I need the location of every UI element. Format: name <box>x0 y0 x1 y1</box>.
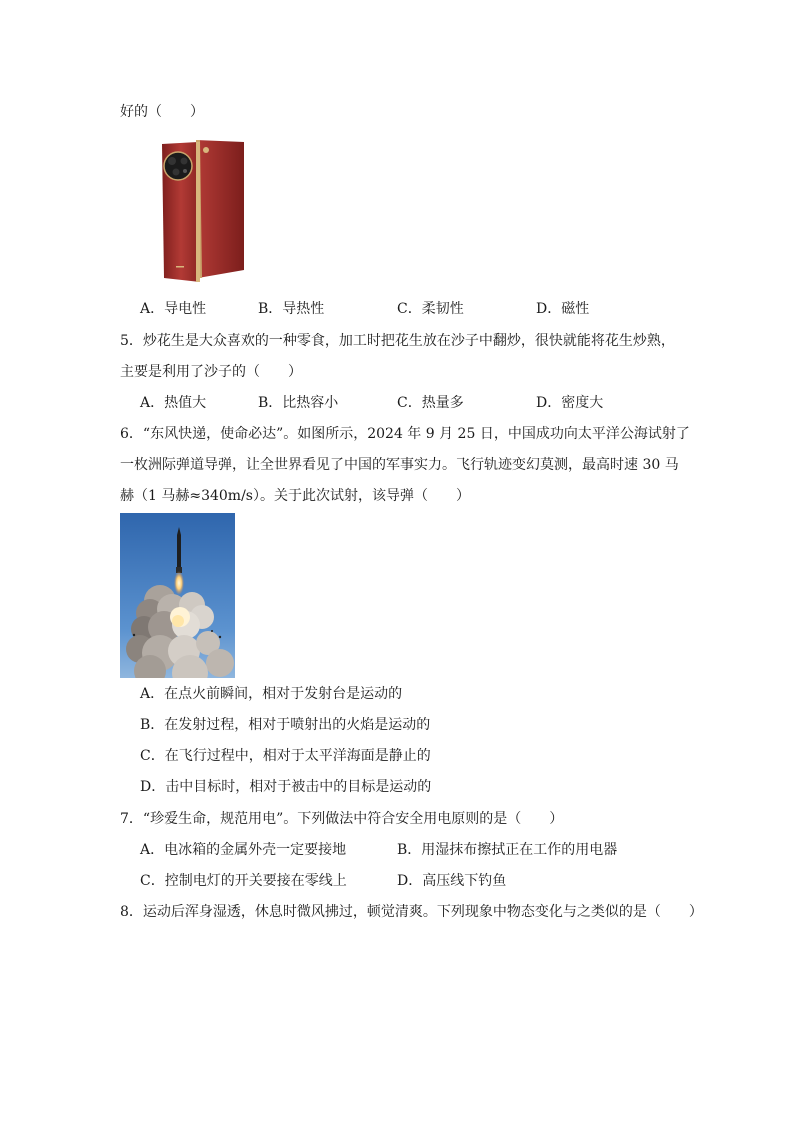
missile-launch-image <box>120 513 235 678</box>
q5-line-1: 5．炒花生是大众喜欢的一种零食，加工时把花生放在沙子中翻炒，很快就能将花生炒熟， <box>120 333 675 349</box>
q6-option-c: C．在飞行过程中，相对于太平洋海面是静止的 <box>140 748 431 764</box>
q4-option-c: C．柔韧性 <box>397 301 464 317</box>
q8-line-1: 8．运动后浑身湿透，休息时微风拂过，顿觉清爽。下列现象中物态变化与之类似的是（ ） <box>120 904 703 920</box>
q6-line-2: 一枚洲际弹道导弹，让全世界看见了中国的军事实力。飞行轨迹变幻莫测，最高时速 30 马 <box>120 457 679 473</box>
q5-option-d: D．密度大 <box>536 395 604 411</box>
q4-stem-tail: 好的（ ） <box>120 104 204 120</box>
q6-option-d: D．击中目标时，相对于被击中的目标是运动的 <box>140 779 432 795</box>
q6-line-3: 赫（1 马赫≈340m/s）。关于此次试射，该导弹（ ） <box>120 488 470 504</box>
q4-option-a: A．导电性 <box>140 301 207 317</box>
foldable-phone-image <box>158 138 248 286</box>
q7-line-1: 7．“珍爱生命，规范用电”。下列做法中符合安全用电原则的是（ ） <box>120 811 564 827</box>
q7-option-d: D．高压线下钓鱼 <box>397 873 507 889</box>
q5-line-2: 主要是利用了沙子的（ ） <box>120 364 302 380</box>
q6-line-1: 6．“东风快递，使命必达”。如图所示，2024 年 9 月 25 日，中国成功向太平洋公海试射了 <box>120 426 690 442</box>
q4-option-d: D．磁性 <box>536 301 590 317</box>
q6-option-b: B．在发射过程，相对于喷射出的火焰是运动的 <box>140 717 431 733</box>
q5-option-a: A．热值大 <box>140 395 207 411</box>
q5-option-c: C．热量多 <box>397 395 464 411</box>
q6-option-a: A．在点火前瞬间，相对于发射台是运动的 <box>140 686 403 702</box>
q5-option-b: B．比热容小 <box>258 395 339 411</box>
q7-option-b: B．用湿抹布擦拭正在工作的用电器 <box>397 842 618 858</box>
q7-option-a: A．电冰箱的金属外壳一定要接地 <box>140 842 347 858</box>
q4-option-b: B．导热性 <box>258 301 325 317</box>
q7-option-c: C．控制电灯的开关要接在零线上 <box>140 873 347 889</box>
